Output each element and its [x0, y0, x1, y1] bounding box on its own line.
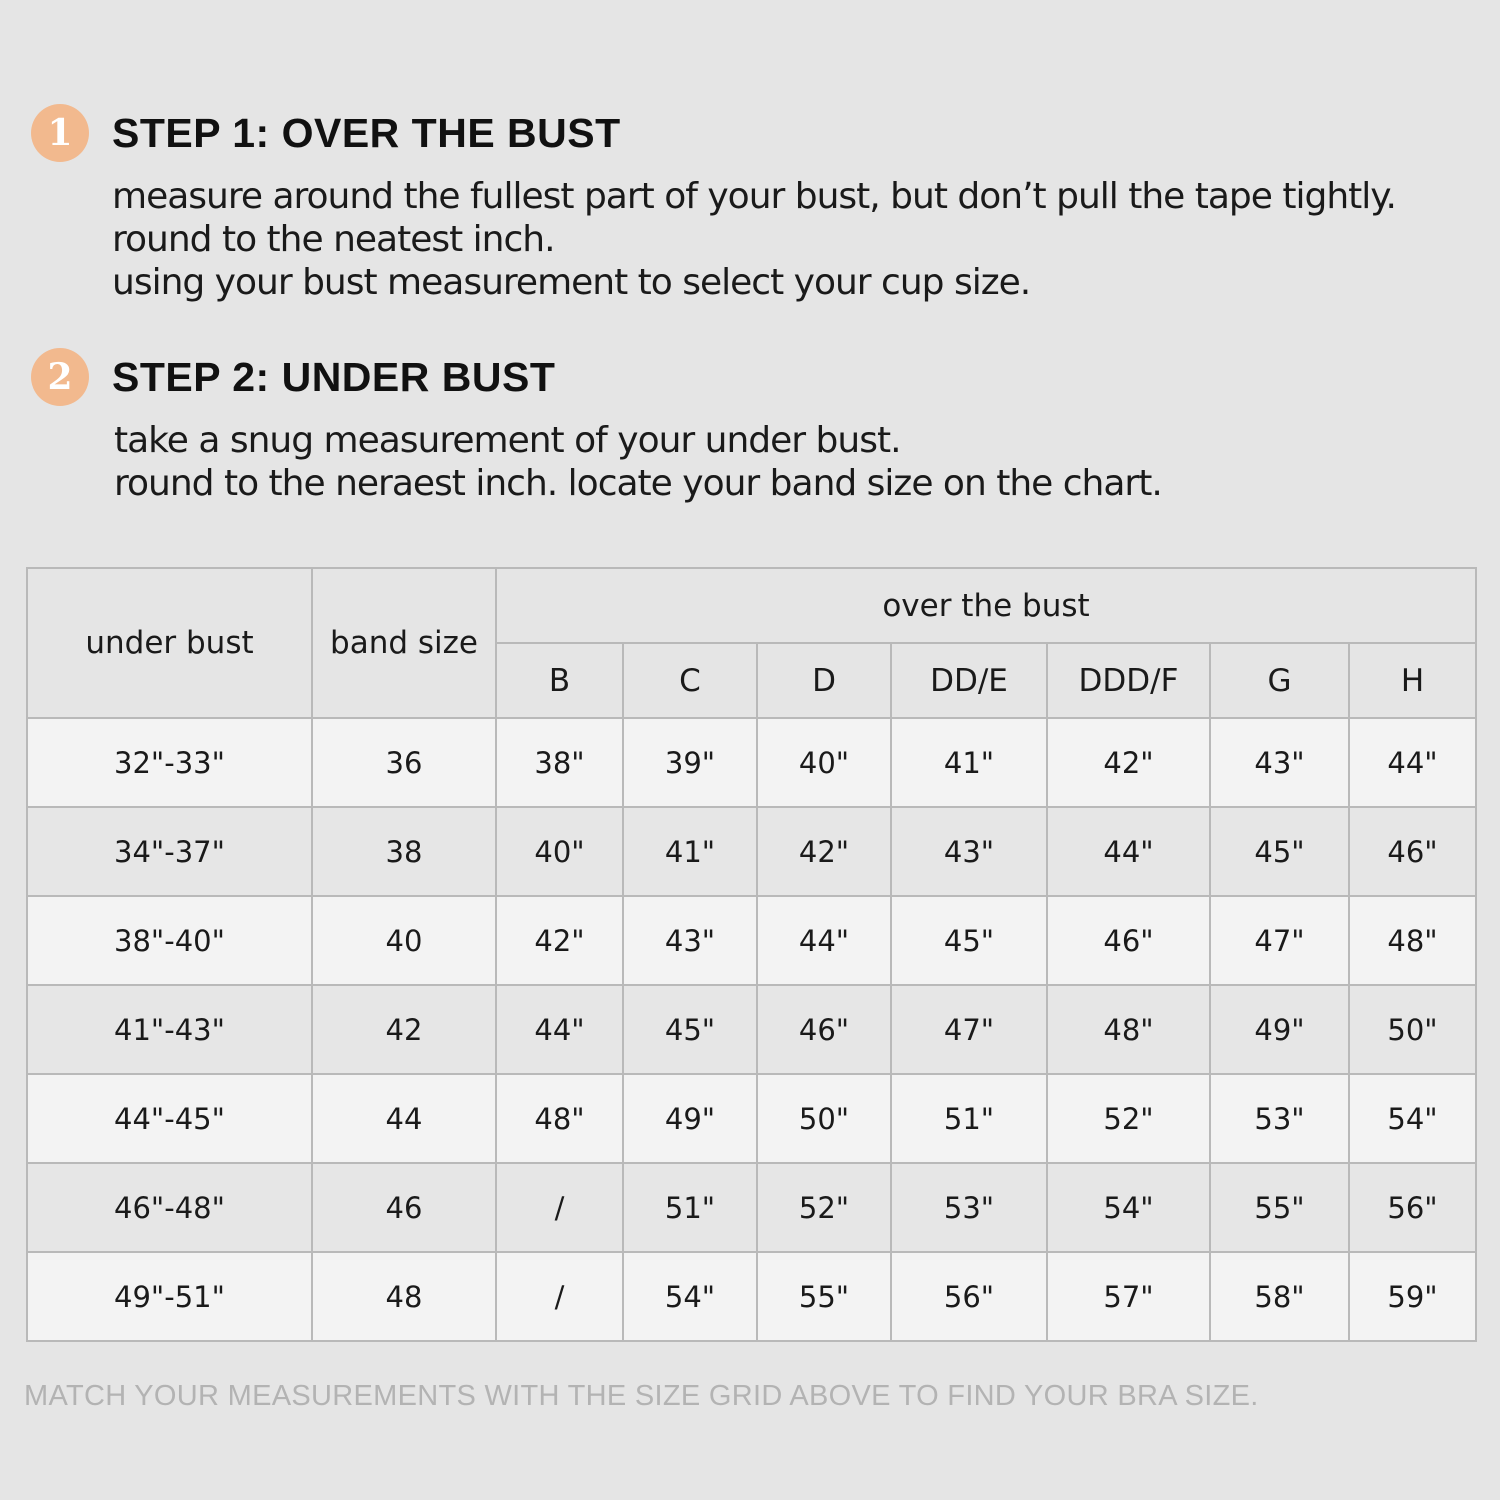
cup-cell: 53": [891, 1163, 1047, 1252]
under-bust-cell: 38"-40": [27, 896, 312, 985]
cup-cell: 59": [1349, 1252, 1476, 1341]
cup-cell: /: [496, 1163, 623, 1252]
cup-cell: 42": [1047, 718, 1210, 807]
cup-size-header: DDD/F: [1047, 643, 1210, 718]
cup-cell: 48": [1047, 985, 1210, 1074]
cup-cell: 41": [891, 718, 1047, 807]
over-bust-header: over the bust: [496, 568, 1476, 643]
table-row: [27, 1252, 1476, 1341]
cup-cell: 41": [623, 807, 757, 896]
table-row: [27, 807, 1476, 896]
cup-cell: 52": [1047, 1074, 1210, 1163]
instruction-line: take a snug measurement of your under bust.: [114, 420, 901, 461]
size-chart-table: [26, 567, 1477, 1342]
cup-cell: 55": [757, 1252, 891, 1341]
cup-cell: /: [496, 1252, 623, 1341]
table-row: [27, 1163, 1476, 1252]
cup-cell: 43": [891, 807, 1047, 896]
cup-cell: 49": [623, 1074, 757, 1163]
footer-note: MATCH YOUR MEASUREMENTS WITH THE SIZE GRID ABOVE TO FIND YOUR BRA SIZE.: [24, 1380, 1259, 1412]
cup-cell: 48": [496, 1074, 623, 1163]
under-bust-cell: 49"-51": [27, 1252, 312, 1341]
cup-cell: 44": [496, 985, 623, 1074]
band-size-cell: 42: [312, 985, 496, 1074]
band-size-cell: 36: [312, 718, 496, 807]
under-bust-cell: 46"-48": [27, 1163, 312, 1252]
under-bust-cell: 34"-37": [27, 807, 312, 896]
cup-cell: 44": [1047, 807, 1210, 896]
cup-cell: 45": [623, 985, 757, 1074]
step-instructions: [112, 175, 1396, 304]
cup-cell: 45": [891, 896, 1047, 985]
step-title: STEP 2: UNDER BUST: [112, 354, 556, 400]
table-row: [27, 1074, 1476, 1163]
table-row: [27, 718, 1476, 807]
cup-cell: 49": [1210, 985, 1349, 1074]
under-bust-cell: 32"-33": [27, 718, 312, 807]
step-title: STEP 1: OVER THE BUST: [112, 110, 621, 156]
instruction-line: using your bust measurement to select your cup size.: [112, 262, 1031, 303]
band-size-cell: 44: [312, 1074, 496, 1163]
cup-cell: 50": [1349, 985, 1476, 1074]
cup-cell: 46": [757, 985, 891, 1074]
cup-cell: 57": [1047, 1252, 1210, 1341]
cup-cell: 39": [623, 718, 757, 807]
cup-cell: 43": [1210, 718, 1349, 807]
cup-cell: 56": [1349, 1163, 1476, 1252]
band-size-cell: 46: [312, 1163, 496, 1252]
cup-cell: 42": [757, 807, 891, 896]
cup-cell: 40": [757, 718, 891, 807]
cup-cell: 44": [757, 896, 891, 985]
cup-cell: 58": [1210, 1252, 1349, 1341]
cup-cell: 45": [1210, 807, 1349, 896]
step-instructions: [114, 419, 1162, 505]
cup-cell: 51": [623, 1163, 757, 1252]
band-size-cell: 40: [312, 896, 496, 985]
cup-cell: 53": [1210, 1074, 1349, 1163]
cup-cell: 46": [1047, 896, 1210, 985]
band-size-cell: 48: [312, 1252, 496, 1341]
table-row: [27, 896, 1476, 985]
cup-cell: 55": [1210, 1163, 1349, 1252]
cup-cell: 47": [1210, 896, 1349, 985]
cup-cell: 54": [623, 1252, 757, 1341]
cup-cell: 54": [1047, 1163, 1210, 1252]
cup-size-header: DD/E: [891, 643, 1047, 718]
cup-size-header: H: [1349, 643, 1476, 718]
cup-cell: 46": [1349, 807, 1476, 896]
cup-cell: 38": [496, 718, 623, 807]
cup-cell: 42": [496, 896, 623, 985]
cup-cell: 43": [623, 896, 757, 985]
cup-cell: 51": [891, 1074, 1047, 1163]
cup-size-header: B: [496, 643, 623, 718]
table-row: [27, 985, 1476, 1074]
instruction-line: round to the neraest inch. locate your band size on the chart.: [114, 463, 1162, 504]
cup-cell: 44": [1349, 718, 1476, 807]
band-size-header: band size: [312, 568, 496, 718]
cup-cell: 48": [1349, 896, 1476, 985]
under-bust-cell: 41"-43": [27, 985, 312, 1074]
cup-cell: 47": [891, 985, 1047, 1074]
cup-size-header: D: [757, 643, 891, 718]
under-bust-header: under bust: [27, 568, 312, 718]
cup-cell: 40": [496, 807, 623, 896]
cup-cell: 56": [891, 1252, 1047, 1341]
cup-cell: 54": [1349, 1074, 1476, 1163]
under-bust-cell: 44"-45": [27, 1074, 312, 1163]
instruction-line: round to the neatest inch.: [112, 219, 555, 260]
cup-size-header: G: [1210, 643, 1349, 718]
instruction-line: measure around the fullest part of your bust, but don’t pull the tape tightly.: [112, 176, 1396, 217]
step-number-badge: 2: [31, 348, 89, 406]
band-size-cell: 38: [312, 807, 496, 896]
step-number-badge: 1: [31, 104, 89, 162]
cup-cell: 50": [757, 1074, 891, 1163]
cup-cell: 52": [757, 1163, 891, 1252]
cup-size-header: C: [623, 643, 757, 718]
